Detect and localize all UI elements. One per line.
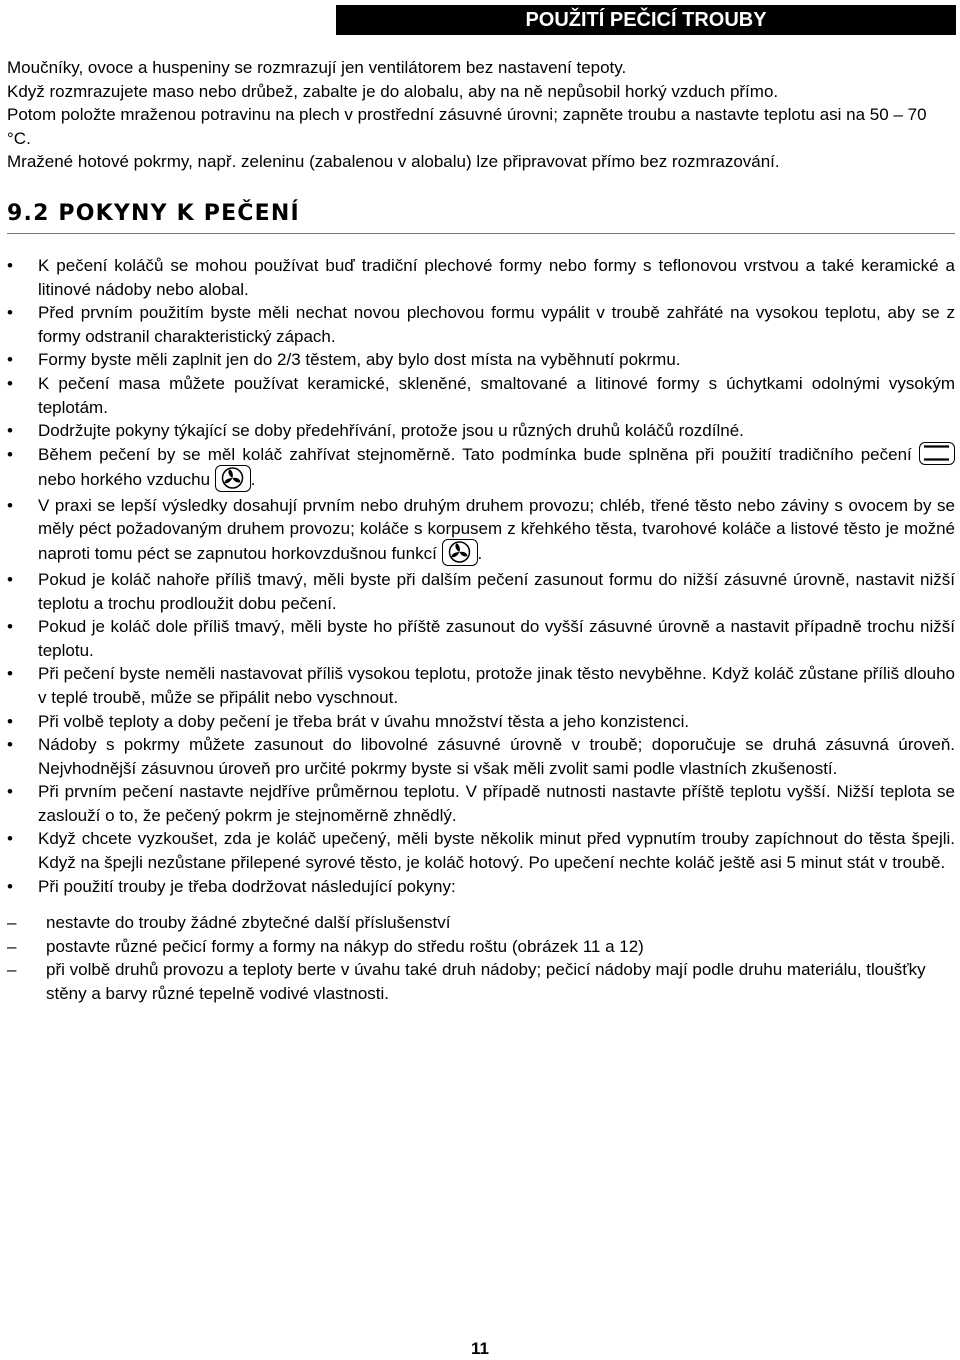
bullet: •	[7, 617, 13, 637]
list-item	[7, 494, 955, 568]
bullet: •	[7, 829, 13, 849]
list-item	[7, 443, 955, 494]
bullet: •	[7, 444, 13, 464]
dash-item	[7, 958, 955, 1005]
list-item	[7, 419, 955, 443]
section-title: 9.2 POKYNY K PEČENÍ	[7, 201, 300, 226]
list-item-text: Pokud je koláč dole příliš tmavý, měli byste ho příště zasunout do vyšší zásuvné úrovně a nastavit případně trochu nižší teplotu.	[38, 617, 955, 660]
list-item-text: Pokud je koláč nahoře příliš tmavý, měli byste při dalším pečení zasunout formu do nižší zásuvné úrovně, nastavit nižší teplotu a trochu prodloužit dobu pečení.	[38, 569, 955, 613]
dash: –	[7, 913, 17, 933]
list-item	[7, 710, 955, 734]
list-item-text: nebo horkého vzduchu	[38, 469, 211, 489]
dash: –	[7, 936, 17, 956]
list-item-text: Dodržujte pokyny týkající se doby předehřívání, protože jsou u různých druhů koláčů rozdílné.	[38, 421, 744, 441]
list-item	[7, 372, 955, 419]
dash-item-text: postavte různé pečicí formy a formy na nákyp do středu roštu (obrázek 11 a 12)	[46, 936, 644, 956]
intro-text	[7, 56, 955, 174]
intro-paragraph: Když rozmrazujete maso nebo drůbež, zabalte je do alobalu, aby na ně nepůsobil horký vzduch přímo.	[7, 81, 779, 101]
list-item-text: Před prvním použitím byste měli nechat novou plechovou formu vypálit v troubě zahřáté na vysokou teplotu, aby se z formy odstranil charakteristický zápach.	[38, 303, 955, 346]
list-item-text: Formy byste měli zaplnit jen do 2/3 těstem, aby bylo dost místa na vyběhnutí pokrmu.	[38, 350, 681, 370]
fan-icon	[442, 539, 478, 566]
top-bottom-heat-icon	[919, 442, 955, 465]
list-item	[7, 780, 955, 827]
list-item-text: Při prvním pečení nastavte nejdříve průměrnou teplotu. V případě nutnosti nastavte příště teplotu vyšší. Nižší teplota se zaslouží o to, že pečený pokrm je stejnoměrně zhnědlý.	[38, 782, 955, 825]
list-item-text: Během pečení by se měl koláč zahřívat stejnoměrně. Tato podmínka bude splněna při použití tradičního pečení	[38, 444, 912, 464]
list-item-text: Nádoby s pokrmy můžete zasunout do libovolné zásuvné úrovně v troubě; doporučuje se druhá zásuvná úroveň. Nejvhodnější zásuvnou úroveň pro určité pokrmy byste si však měli zvolit sami podle vlastních zkušeností.	[38, 735, 955, 778]
intro-paragraph: Moučníky, ovoce a huspeniny se rozmrazují jen ventilátorem bez nastavení tepoty.	[7, 58, 627, 77]
bullet: •	[7, 876, 13, 896]
list-item	[7, 568, 955, 615]
bullet: •	[7, 735, 13, 755]
list-item	[7, 662, 955, 709]
list-item-text: .	[477, 543, 483, 563]
list-item	[7, 348, 955, 372]
list-item	[7, 301, 955, 348]
dash-item-text: nestavte do trouby žádné zbytečné další příslušenství	[46, 913, 451, 933]
list-item-text: Při volbě teploty a doby pečení je třeba brát v úvahu množství těsta a jeho konzistenci.	[38, 711, 690, 731]
bullet: •	[7, 782, 13, 802]
dash-item-text: při volbě druhů provozu a teploty berte v úvahu také druh nádoby; pečicí nádoby mají podle druhu materiálu, tloušťky stěny a barvy různé tepelně vodivé vlastnosti.	[46, 960, 926, 1004]
page-number: 11	[471, 1339, 489, 1358]
list-item-text: Když chcete vyzkoušet, zda je koláč upečený, měli byste několik minut před vypnutím trouby zapíchnout do těsta špejli. Když na špejli nezůstane přilepené syrové těsto, je koláč hotový. Po upečení nechte koláč ještě asi 5 minut stát v troubě.	[38, 829, 955, 873]
list-item	[7, 254, 955, 301]
section-header-bar: POUŽITÍ PEČICÍ TROUBY	[336, 5, 956, 35]
bullet: •	[7, 373, 13, 393]
list-item	[7, 875, 955, 1006]
list-item	[7, 827, 955, 874]
baking-instructions-list	[7, 254, 955, 1006]
dash-item	[7, 911, 955, 935]
bullet: •	[7, 303, 13, 323]
list-item	[7, 733, 955, 780]
list-item-text: .	[250, 469, 256, 489]
list-item-text: K pečení masa můžete používat keramické, skleněné, smaltované a litinové formy s úchytkami odolnými vysokým teplotám.	[38, 373, 955, 417]
oven-usage-rules-list	[7, 911, 955, 1005]
list-item-text: V praxi se lepší výsledky dosahují prvním nebo druhým druhem provozu; chléb, třené těsto nebo záviny s ovocem by se měly péct požadovaným druhem provozu; koláče s korpusem z křehkého těsta, tvarohové koláče a listové těsto je možné naproti tomu péct se zapnutou horkovzdušnou funkcí	[38, 495, 955, 563]
dash: –	[7, 960, 17, 980]
list-item-text: Při použití trouby je třeba dodržovat následující pokyny:	[38, 876, 456, 896]
intro-paragraph: Mražené hotové pokrmy, např. zeleninu (zabalenou v alobalu) lze připravovat přímo bez rozmrazování.	[7, 152, 780, 172]
intro-paragraph: Potom položte mraženou potravinu na plech v prostřední zásuvné úrovni; zapněte troubu a nastavte teplotu asi na 50 – 70 °C.	[7, 105, 927, 148]
bullet: •	[7, 350, 13, 370]
bullet: •	[7, 664, 13, 684]
fan-icon	[215, 465, 251, 492]
list-item	[7, 615, 955, 662]
bullet: •	[7, 495, 13, 515]
bullet: •	[7, 569, 13, 589]
bullet: •	[7, 711, 13, 731]
bullet: •	[7, 256, 13, 275]
list-item-text: Při pečení byste neměli nastavovat příliš vysokou teplotu, protože jinak těsto nevyběhne. Když koláč zůstane příliš dlouho v teplé troubě, může se připálit nebo vyschnout.	[38, 664, 955, 707]
bullet: •	[7, 421, 13, 441]
list-item-text: K pečení koláčů se mohou používat buď tradiční plechové formy nebo formy s teflonovou vrstvou a také keramické a litinové nádoby nebo alobal.	[38, 256, 955, 299]
dash-item	[7, 935, 955, 959]
section-divider	[7, 233, 955, 234]
